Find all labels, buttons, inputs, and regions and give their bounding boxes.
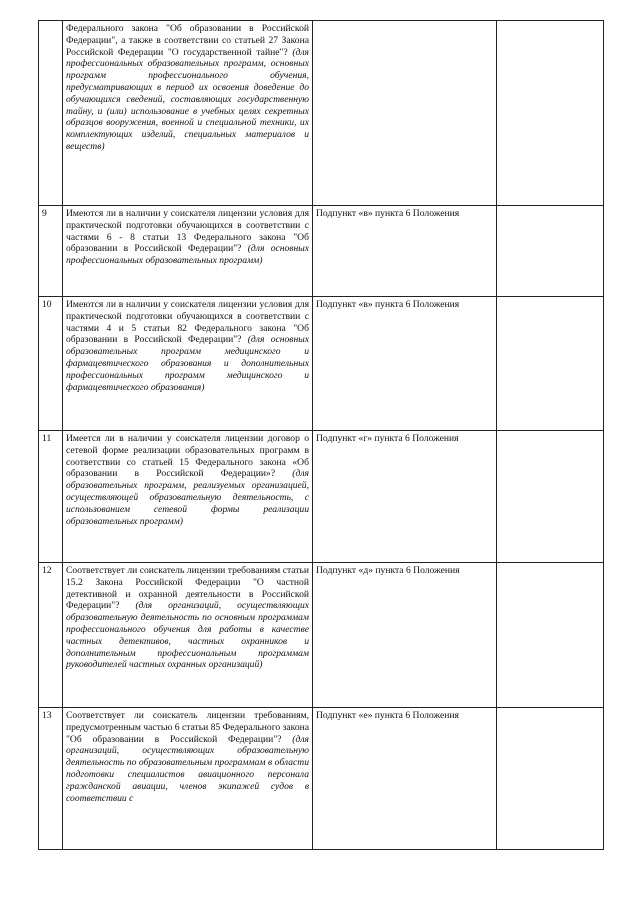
notes-cell	[497, 431, 604, 563]
row-number: 12	[39, 563, 63, 708]
legal-basis: Подпункт «д» пункта 6 Положения	[313, 563, 497, 708]
legal-basis: Подпункт «е» пункта 6 Положения	[313, 708, 497, 850]
requirement-text	[63, 708, 313, 850]
notes-cell	[497, 21, 604, 206]
row-number: 13	[39, 708, 63, 850]
requirement-lead: Имеются ли в наличии у соискателя лицензии условия для практической подготовки обучающихся в соответствии с частями 4 и 5 статьи 82 Федерального закона "Об образовании в Российской Федерации"?	[66, 299, 309, 346]
row-number: 10	[39, 297, 63, 431]
requirement-text	[63, 563, 313, 708]
notes-cell	[497, 708, 604, 850]
table-row	[39, 206, 604, 297]
requirement-text	[63, 431, 313, 563]
requirement-note: (для основных профессиональных образовательных программ)	[66, 243, 309, 267]
legal-basis: Подпункт «в» пункта 6 Положения	[313, 206, 497, 297]
requirement-lead: Соответствует ли соискатель лицензии требованиям статьи 15.2 Закона Российской Федерации "О частной детективной и охранной деятельности в Российской Федерации"?	[66, 565, 309, 612]
table-row	[39, 297, 604, 431]
requirement-text	[63, 21, 313, 206]
requirement-text	[63, 206, 313, 297]
requirement-note: (для основных образовательных программ медицинского и фармацевтического образования и дополнительных профессиональных программ медицинского и фармацевтического образования)	[66, 334, 309, 393]
table-row	[39, 708, 604, 850]
requirement-lead: Соответствует ли соискатель лицензии требованиям, предусмотренным частью 6 статьи 85 Федерального закона "Об образовании в Российской Федерации"?	[66, 710, 310, 745]
row-number	[39, 21, 63, 206]
requirement-note: (для организаций, осуществляющих образовательную деятельность по основным программам профессионального обучения для работы в качестве частных детективов, частных охранников и дополнительным профессиональным программам руководителей частных охранных организаций)	[66, 600, 309, 671]
requirement-lead: Имеются ли в наличии у соискателя лицензии условия для практической подготовки обучающихся в соответствии с частями 6 - 8 статьи 13 Федерального закона "Об образовании в Российской Федерации"?	[66, 208, 309, 255]
table-row	[39, 563, 604, 708]
legal-basis: Подпункт «г» пункта 6 Положения	[313, 431, 497, 563]
row-number: 11	[39, 431, 63, 563]
table-row	[39, 21, 604, 206]
requirement-lead: Федерального закона "Об образовании в Российской Федерации", а также в соответствии со статьей 27 Закона Российской Федерации "О государственной тайне"?	[66, 23, 309, 58]
requirements-table	[38, 20, 604, 850]
notes-cell	[497, 563, 604, 708]
requirement-note: (для профессиональных образовательных программ, основных программ профессионального обучения, предусматривающих в период их освоения доведение до обучающихся сведений, составляющих государственную тайну, и (или) использование в учебных целях секретных образцов вооружения, военной и специальной техники, их комплектующих изделий, специальных материалов и веществ)	[66, 46, 310, 152]
requirement-note: (для образовательных программ, реализуемых организацией, осуществляющей образовательную деятельность, с использованием сетевой формы реализации образовательных программ)	[66, 468, 309, 527]
requirement-lead: Имеется ли в наличии у соискателя лицензии договор о сетевой форме реализации образовательных программ в соответствии со статьей 15 Федерального закона «Об образовании в Российской Федерации»?	[66, 433, 309, 480]
notes-cell	[497, 297, 604, 431]
row-number: 9	[39, 206, 63, 297]
notes-cell	[497, 206, 604, 297]
legal-basis: Подпункт «в» пункта 6 Положения	[313, 297, 497, 431]
requirement-text	[63, 297, 313, 431]
table-row	[39, 431, 604, 563]
legal-basis	[313, 21, 497, 206]
requirement-note: (для организаций, осуществляющих образовательную деятельность по образовательным программам в области подготовки специалистов авиационного персонала гражданской авиации, членов экипажей судов в соответствии с	[66, 733, 309, 804]
